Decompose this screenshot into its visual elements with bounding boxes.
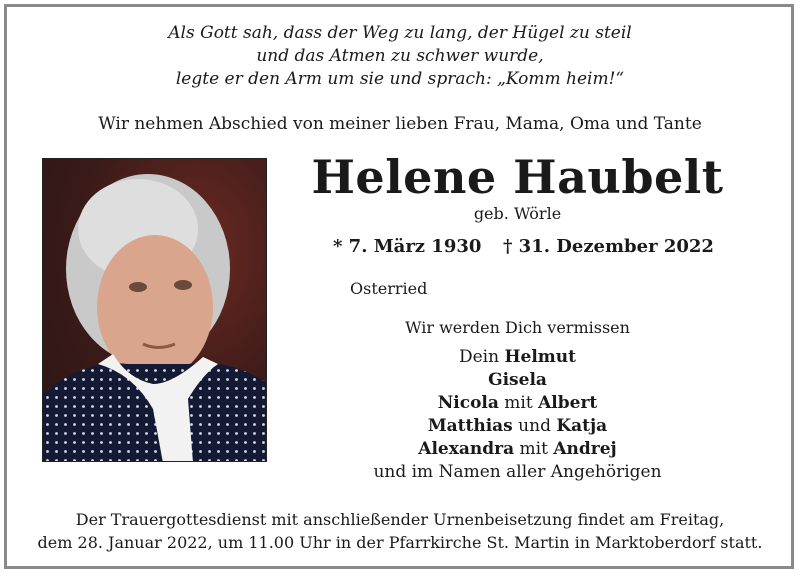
mourner-line bbox=[300, 346, 735, 369]
hometown: Osterried bbox=[350, 279, 428, 298]
mourner-conjunction: mit bbox=[514, 439, 554, 459]
portrait-photo bbox=[42, 158, 267, 462]
mourner-name: Gisela bbox=[488, 370, 547, 390]
poem-line: und das Atmen zu schwer wurde, bbox=[256, 46, 544, 66]
maiden-name: geb. Wörle bbox=[473, 204, 562, 223]
mourner-name: Helmut bbox=[504, 347, 577, 367]
service-info bbox=[0, 508, 800, 554]
mourners-list bbox=[300, 346, 735, 484]
birth-date: * 7. März 1930 bbox=[333, 236, 482, 257]
poem bbox=[0, 22, 800, 91]
mourner-name: Albert bbox=[538, 393, 598, 413]
poem-line: Als Gott sah, dass der Weg zu lang, der Hügel zu steil bbox=[168, 23, 632, 43]
mourner-line bbox=[300, 369, 735, 392]
mourner-prefix: Dein bbox=[458, 347, 505, 367]
mourner-name: Matthias bbox=[427, 416, 513, 436]
farewell-intro: Wir nehmen Abschied von meiner lieben Frau, Mama, Oma und Tante bbox=[98, 114, 702, 134]
mourner-conjunction: und bbox=[512, 416, 557, 436]
portrait-illustration bbox=[43, 159, 267, 462]
mourner-name: Alexandra bbox=[418, 439, 515, 459]
mourner-conjunction: mit bbox=[498, 393, 539, 413]
service-line: Der Trauergottesdienst mit anschließender Urnenbeisetzung findet am Freitag, bbox=[75, 510, 725, 529]
mourner-name: Nicola bbox=[437, 393, 499, 413]
mourner-line bbox=[300, 438, 735, 461]
mourner-line bbox=[300, 415, 735, 438]
mourner-line bbox=[300, 392, 735, 415]
death-date: † 31. Dezember 2022 bbox=[503, 236, 714, 257]
mourner-name: Andrej bbox=[553, 439, 617, 459]
deceased-name: Helene Haubelt bbox=[311, 150, 724, 204]
mourners-heading: Wir werden Dich vermissen bbox=[405, 318, 630, 337]
poem-line: legte er den Arm um sie und sprach: „Komm heim!“ bbox=[175, 69, 625, 89]
service-line: dem 28. Januar 2022, um 11.00 Uhr in der Pfarrkirche St. Martin in Marktoberdorf statt. bbox=[37, 533, 763, 552]
mourners-closing: und im Namen aller Angehörigen bbox=[373, 462, 662, 482]
mourner-name: Katja bbox=[556, 416, 608, 436]
